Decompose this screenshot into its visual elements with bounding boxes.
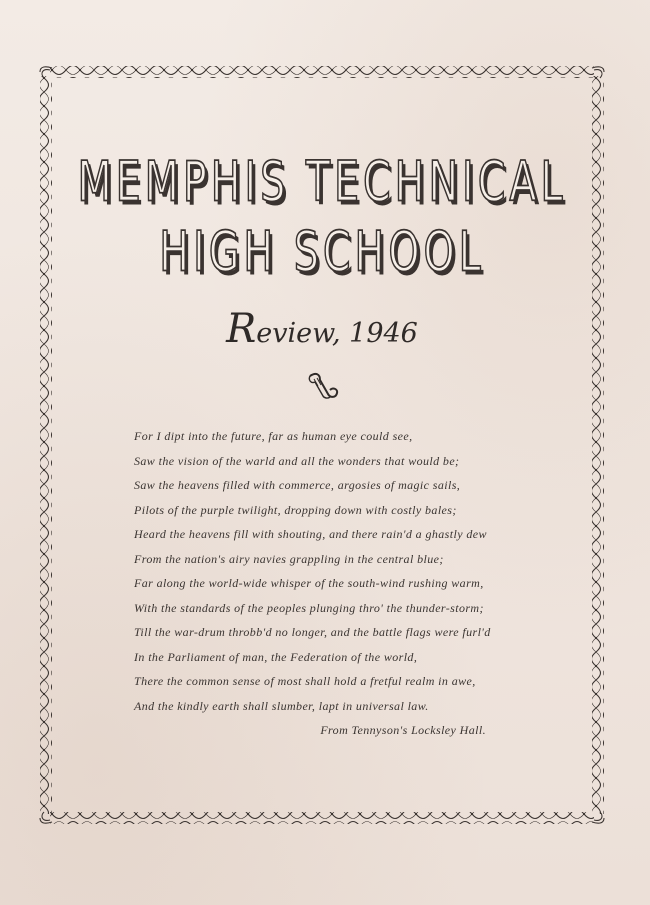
poem-line: Saw the vision of the warld and all the wonders that would be; [134,453,460,468]
poem-line: Pilots of the purple twilight, dropping down with costly bales; [134,502,457,517]
poem-line: Far along the world-wide whisper of the south-wind rushing warm, [134,576,484,590]
poem-line: With the standards of the peoples plunging thro' the thunder-storm; [134,600,484,615]
poem-line: Till the war-drum throbb'd no longer, and the battle flags were furl'd [134,625,491,639]
review-year-subtitle [48,306,596,352]
school-title [48,148,596,288]
poem-line: And the kindly earth shall slumber, lapt in universal law. [134,698,429,713]
school-title-line-2: HIGH SCHOOL [159,220,485,285]
poem-line: Saw the heavens filled with commerce, argosies of magic sails, [134,478,461,492]
subtitle-text: eview, 1946 [256,318,418,349]
scroll-emblem-icon [306,370,340,400]
poem-attribution: From Tennyson's Locksley Hall. [320,723,486,737]
subtitle-initial: R [226,306,257,352]
poem-line: From the nation's airy navies grappling in the central blue; [134,551,444,566]
poem-line: There the common sense of most shall hold a fretful realm in awe, [134,674,476,688]
poem-line: Heard the heavens fill with shouting, and there rain'd a ghastly dew [134,527,487,541]
school-title-line-1: MEMPHIS TECHNICAL [77,150,567,215]
poem-line: For I dipt into the future, far as human eye could see, [134,429,413,443]
poem-block [134,424,564,718]
poem-line: In the Parliament of man, the Federation of the world, [134,649,418,664]
cover-content [48,80,596,810]
